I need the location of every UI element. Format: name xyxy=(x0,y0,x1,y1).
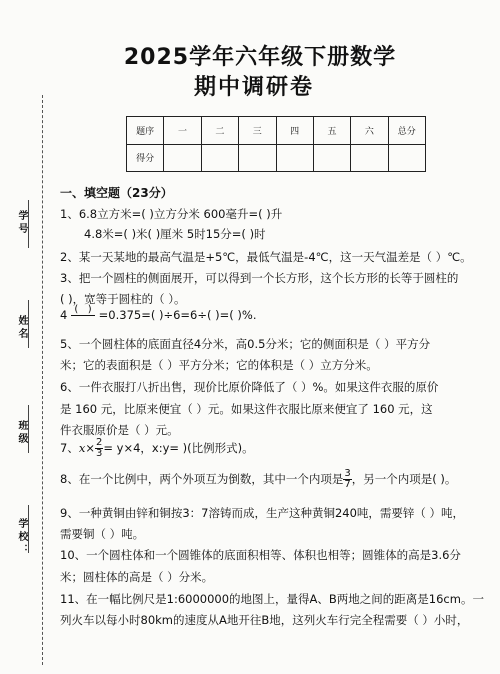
school-field xyxy=(28,505,29,553)
question-2: 2、某一天某地的最高气温是+5℃，最低气温是-4℃，这一天气温差是（ ）℃。 xyxy=(60,250,472,264)
score-header-cell: 总分 xyxy=(388,117,425,145)
question-7-fraction: $\frac{2}{3}$ xyxy=(95,437,103,459)
question-8 xyxy=(60,469,456,490)
score-cell xyxy=(351,144,388,172)
question-7-var-x: x xyxy=(78,441,86,455)
score-table xyxy=(126,116,426,172)
score-cell xyxy=(276,144,313,172)
question-6-line-2: 是 160 元，比原来便宜（ ）元。如果这件衣服比原来便宜了 160 元，这 xyxy=(60,402,433,416)
score-cell xyxy=(164,144,201,172)
score-header-cell: 六 xyxy=(351,117,388,145)
question-9-line-2: 需要铜（ ）吨。 xyxy=(60,527,145,541)
score-table-header-row xyxy=(127,117,426,145)
class-field xyxy=(28,405,29,453)
score-header-cell: 二 xyxy=(201,117,238,145)
score-cell xyxy=(201,144,238,172)
question-8-suffix: ，另一个内项是( )。 xyxy=(351,472,457,486)
question-7-times: × xyxy=(85,441,95,455)
score-header-cell: 三 xyxy=(239,117,276,145)
question-7-number: 7、 xyxy=(60,441,79,455)
question-4 xyxy=(60,305,256,326)
exam-subtitle: 期中调研卷 xyxy=(193,75,314,100)
question-11-line-2: 列火车以每小时80km的速度从A地开往B地，这列火车行完全程需要（ ）小时， xyxy=(60,613,469,627)
school-label: 学校： xyxy=(16,518,27,557)
score-header-cell: 题序 xyxy=(127,117,164,145)
question-5-line-2: 米；它的表面积是（ ）平方分米；它的体积是（ ）立方分米。 xyxy=(60,358,378,372)
question-7-text: = y×4，x:y= )(比例形式)。 xyxy=(103,441,254,455)
question-3-line-2: ( )，宽等于圆柱的（ ）。 xyxy=(60,292,186,306)
question-4-number: 4 xyxy=(60,308,68,322)
question-4-text: =0.375=( )÷6=6÷( )=( )%. xyxy=(98,308,257,322)
question-8-fraction: $\frac{3}{7}$ xyxy=(344,468,351,490)
question-7 xyxy=(60,438,254,459)
question-10-line-1: 10、一个圆柱体和一个圆锥体的底面积相等、体积也相等；圆锥体的高是3.6分 xyxy=(60,548,461,562)
score-header-cell: 五 xyxy=(313,117,350,145)
score-header-cell: 四 xyxy=(276,117,313,145)
score-cell xyxy=(313,144,350,172)
class-label: 班级 xyxy=(16,420,27,446)
question-11-line-1: 11、在一幅比例尺是1:6000000的地图上，量得A、B两地之间的距离是16cm。一 xyxy=(60,592,484,606)
question-4-blank-fraction: ( ) xyxy=(71,305,95,326)
question-8-text: 8、在一个比例中，两个外项互为倒数，其中一个内项是 xyxy=(60,472,344,486)
question-6-line-1: 6、一件衣服打八折出售，现价比原价降低了（ ）%。如果这件衣服的原价 xyxy=(60,380,439,394)
name-field xyxy=(28,300,29,348)
question-10-line-2: 米；圆柱体的高是（ ）分米。 xyxy=(60,570,214,584)
exam-title: 2025学年六年级下册数学 xyxy=(123,45,397,70)
question-1-line-1: 1、6.8立方米=( )立方分米 600毫升=( )升 xyxy=(60,207,283,221)
question-3-line-1: 3、把一个圆柱的侧面展开，可以得到一个长方形，这个长方形的长等于圆柱的 xyxy=(60,271,459,285)
score-cell xyxy=(388,144,425,172)
score-table-score-row xyxy=(127,144,426,172)
score-row-label: 得分 xyxy=(127,144,164,172)
student-number-label: 学号 xyxy=(16,210,27,236)
section-title: 一、填空题（23分） xyxy=(60,186,173,200)
binding-dashed-line xyxy=(42,95,43,665)
student-number-field xyxy=(28,200,29,248)
question-9-line-1: 9、一种黄铜由锌和铜按3：7溶铸而成，生产这种黄铜240吨，需要锌（ ）吨， xyxy=(60,506,465,520)
score-cell xyxy=(239,144,276,172)
question-5-line-1: 5、一个圆柱体的底面直径4分米，高0.5分米；它的侧面积是（ ）平方分 xyxy=(60,337,431,351)
name-label: 姓名 xyxy=(16,315,27,341)
question-1-line-2: 4.8米=( )米( )厘米 5时15分=( )时 xyxy=(84,227,266,241)
score-header-cell: 一 xyxy=(164,117,201,145)
question-6-line-3: 件衣服原价是（ ）元。 xyxy=(60,423,179,437)
